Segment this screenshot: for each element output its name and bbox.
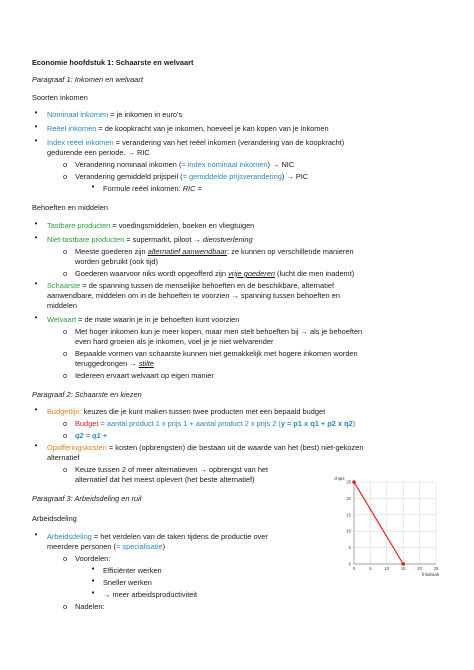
bullet-icon: • xyxy=(34,219,38,228)
chart-series xyxy=(352,480,405,566)
chart-y-axis-label: chips xyxy=(334,476,345,481)
sub-list-item-continuation: worden gebruikt (ook tijd) xyxy=(75,257,158,266)
list-item: Index reëel inkomen = verandering van het reëel inkomen (verandering van de koopkracht) xyxy=(47,138,345,147)
sub-list-item-continuation: teruggedrongen → stilte xyxy=(75,359,154,368)
x-tick-label: 20 xyxy=(417,566,422,571)
y-tick-label: 10 xyxy=(346,528,351,534)
list-item: Tastbare producten = voedingsmiddelen, boeken en vliegtuigen xyxy=(47,221,255,230)
y-tick-label: 15 xyxy=(346,512,351,518)
subheading-soorten-inkomen: Soorten inkomen xyxy=(32,93,88,102)
y-tick-label: 20 xyxy=(346,495,351,501)
list-item-continuation: alternatief xyxy=(47,453,80,462)
sub-list-item: Verandering nominaal inkomen (= index nominaal inkomen) → NIC xyxy=(75,160,295,169)
data-point xyxy=(401,562,405,566)
sub-list-item: Goederen waarvoor niks wordt opgeofferd zijn vrije goederen (lucht die men inademt) xyxy=(75,269,355,278)
sub-bullet-icon: o xyxy=(62,602,68,611)
bullet-icon: • xyxy=(34,136,38,145)
sub-bullet-icon: o xyxy=(62,371,68,380)
sub-bullet-icon: o xyxy=(62,349,68,358)
paragraph-3-heading: Paragraaf 3: Arbeidsdeling en ruil xyxy=(32,494,142,503)
sub-bullet-icon: o xyxy=(62,172,68,181)
subheading-behoeften-en-middelen: Behoeften en middelen xyxy=(32,203,109,212)
list-item: Reëel inkomen = de koopkracht van je inkomen, hoeveel je kan kopen van je inkomen xyxy=(47,124,329,133)
list-item: Arbeidsdeling = het verdelen van de taken tijdens de productie over xyxy=(47,532,268,541)
list-item: Niet-tastbare producten = supermarkt, piloot → dienstverlening xyxy=(47,235,253,244)
x-tick-label: 15 xyxy=(400,566,406,571)
square-bullet-icon: ▪ xyxy=(91,576,95,585)
subheading-arbeidsdeling: Arbeidsdeling xyxy=(32,514,77,523)
bullet-icon: • xyxy=(34,108,38,117)
sub-bullet-icon: o xyxy=(62,419,68,428)
bullet-icon: • xyxy=(34,441,38,450)
list-item: Budgetlijn: keuzes die je kunt maken tussen twee producten met een bepaald budget xyxy=(47,407,326,416)
budget-line xyxy=(354,482,403,564)
bullet-icon: • xyxy=(34,122,38,131)
sub-bullet-icon: o xyxy=(62,269,68,278)
sub-list-item-continuation: even hard groeien als je inkomen, voel je je niet welvarender xyxy=(75,337,274,346)
bullet-icon: • xyxy=(34,279,38,288)
paragraph-1-heading: Paragraaf 1: Inkomen en welvaart xyxy=(32,75,143,84)
sub-list-item: Iedereen ervaart welvaart op eigen manier xyxy=(75,371,214,380)
sub-list-item: Nadelen: xyxy=(75,602,105,611)
sub-list-item: q2 = q1 + xyxy=(75,431,108,440)
list-item-continuation: meerdere personen (= specialisatie) xyxy=(47,542,166,551)
sub-sub-list-item: Efficiënter werken xyxy=(103,566,162,575)
list-item: Nominaal inkomen = je inkomen in euro's xyxy=(47,110,183,119)
y-tick-label: 0 xyxy=(348,561,351,567)
budget-line-chart xyxy=(332,468,444,580)
x-tick-label: 5 xyxy=(369,566,372,571)
sub-bullet-icon: o xyxy=(62,160,68,169)
list-item: Welvaart = de mate waarin je in je behoeften kunt voorzien xyxy=(47,315,240,324)
sub-bullet-icon: o xyxy=(62,327,68,336)
list-item-continuation: middelen xyxy=(47,301,77,310)
sub-bullet-icon: o xyxy=(62,247,68,256)
bullet-icon: • xyxy=(34,313,38,322)
sub-list-item: Budget = aantal product 1 x prijs 1 + aantal product 2 x prijs 2 (y = p1 x q1 + p2 x q2) xyxy=(75,419,356,428)
sub-list-item: Meeste goederen zijn alternatief aanwendbaar: ze kunnen op verschillende manieren xyxy=(75,247,354,256)
square-bullet-icon: ▪ xyxy=(91,588,95,597)
sub-list-item-continuation: alternatief dat het meest oplevert (het beste alternatief) xyxy=(75,475,255,484)
sub-bullet-icon: o xyxy=(62,465,68,474)
sub-bullet-icon: o xyxy=(62,554,68,563)
sub-list-item: Voordelen: xyxy=(75,554,111,563)
sub-sub-list-item: Formule reëel inkomen: RIC = xyxy=(103,184,202,193)
x-tick-label: 25 xyxy=(433,566,439,571)
square-bullet-icon: ▪ xyxy=(91,564,95,573)
document-title: Economie hoofdstuk 1: Schaarste en welvaart xyxy=(32,58,194,67)
paragraph-2-heading: Paragraaf 2: Schaarste en kiezen xyxy=(32,390,142,399)
x-tick-label: 10 xyxy=(384,566,390,571)
sub-list-item: Verandering gemiddeld prijspeil (= gemiddelde prijsverandering) → PIC xyxy=(75,172,309,181)
sub-list-item: Keuze tussen 2 of meer alternatieven → opbrengst van het xyxy=(75,465,269,474)
bullet-icon: • xyxy=(34,405,38,414)
list-item: Schaarste = de spanning tussen de menselijke behoeften en de beschikbare, alternatief xyxy=(47,281,334,290)
square-bullet-icon: ▪ xyxy=(91,182,95,191)
list-item: Opofferingskosten = kosten (opbrengsten) die bestaan uit de waarde van het (best) niet-gekozen xyxy=(47,443,364,452)
chart-x-axis-label: frisdrank xyxy=(422,572,440,577)
x-tick-label: 0 xyxy=(352,566,356,571)
data-point xyxy=(352,480,356,484)
bullet-icon: • xyxy=(34,233,38,242)
list-item-continuation: aanwendbare, middelen om in de behoeften te voorzien → spanning tussen behoeften en xyxy=(47,291,340,300)
sub-list-item: Bepaalde vormen van schaarste kunnen niet gemakkelijk met hogere inkomen worden xyxy=(75,349,358,358)
sub-sub-list-item: → meer arbeidsproductiviteit xyxy=(103,590,198,599)
y-tick-label: 25 xyxy=(346,479,351,485)
list-item-continuation: gedurende een periode. → RIC xyxy=(47,148,150,157)
sub-list-item: Met hoger inkomen kun je meer kopen, maar men stelt behoeften bij → als je behoeften xyxy=(75,327,363,336)
y-tick-label: 5 xyxy=(348,545,351,551)
sub-bullet-icon: o xyxy=(62,431,68,440)
bullet-icon: • xyxy=(34,530,38,539)
chart-grid xyxy=(354,482,436,564)
sub-sub-list-item: Sneller werken xyxy=(103,578,152,587)
